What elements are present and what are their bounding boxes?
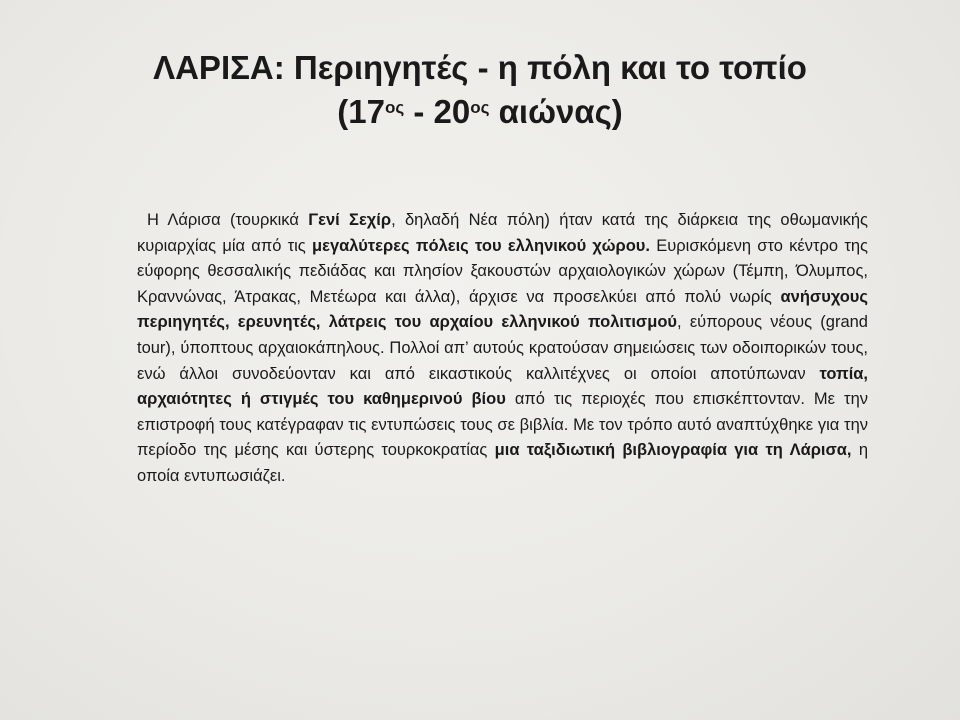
text-segment: Ευρισκόμενη στο κέντρο της εύφορης θεσσαλικής πεδιάδας και πλησίον ξακουστών αρχαιολογικών χώρων (Τέμπη, Όλυμπος, Κραννώνας, Άτρακας, Μετέωρα και άλλα), άρχισε να προσελκύει από πολύ νωρίς (137, 236, 868, 306)
bold-phrase: Γενί Σεχίρ (308, 211, 392, 229)
text-segment: Η Λάρισα (τουρκικά (147, 211, 309, 229)
title-ordinal-sup-1: ος (384, 98, 405, 117)
bold-phrase: τοπία, αρχαιότητες ή στιγμές του καθημερινού βίου (137, 364, 868, 409)
title-century-open: (17 (337, 93, 385, 130)
bold-phrase: ανήσυχους περιηγητές, ερευνητές, λάτρεις του αρχαίου ελληνικού πολιτισμού (137, 287, 868, 332)
bold-phrase: μεγαλύτερες πόλεις του ελληνικού χώρου. (312, 236, 650, 255)
title-line-2 (100, 90, 860, 134)
body-paragraph (137, 208, 868, 490)
title-line-1: ΛΑΡΙΣΑ: Περιηγητές - η πόλη και το τοπίο (153, 49, 807, 86)
bold-phrase: μια ταξιδιωτική βιβλιογραφία για τη Λάρισα, (494, 441, 852, 460)
text-segment: από τις περιοχές που επισκέπτονταν. Με την επιστροφή τους κατέγραφαν τις εντυπώσεις τους σε βιβλία. Με τον τρόπο αυτό αναπτύχθηκε για την περίοδο της μέσης και ύστερης τουρκοκρατίας (137, 390, 868, 460)
text-segment: , δηλαδή Νέα πόλη) ήταν κατά της διάρκεια της οθωμανικής κυριαρχίας μία από τις (137, 211, 868, 255)
title-century-close: αιώνας) (489, 93, 623, 130)
title-ordinal-sup-2: ος (470, 98, 490, 117)
text-segment: η οποία εντυπωσιάζει. (137, 441, 868, 485)
slide-title (100, 46, 860, 134)
text-segment: , εύπορους νέους (grand tour), ύποπτους αρχαιοκάπηλους. Πολλοί απ’ αυτούς κρατούσαν σημειώσεις των οδοιπορικών τους, ενώ άλλοι συνοδεύονταν και από εικαστικούς καλλιτέχνες οι οποίοι αποτύπωναν (137, 313, 868, 383)
title-century-mid: - 20 (404, 93, 471, 130)
